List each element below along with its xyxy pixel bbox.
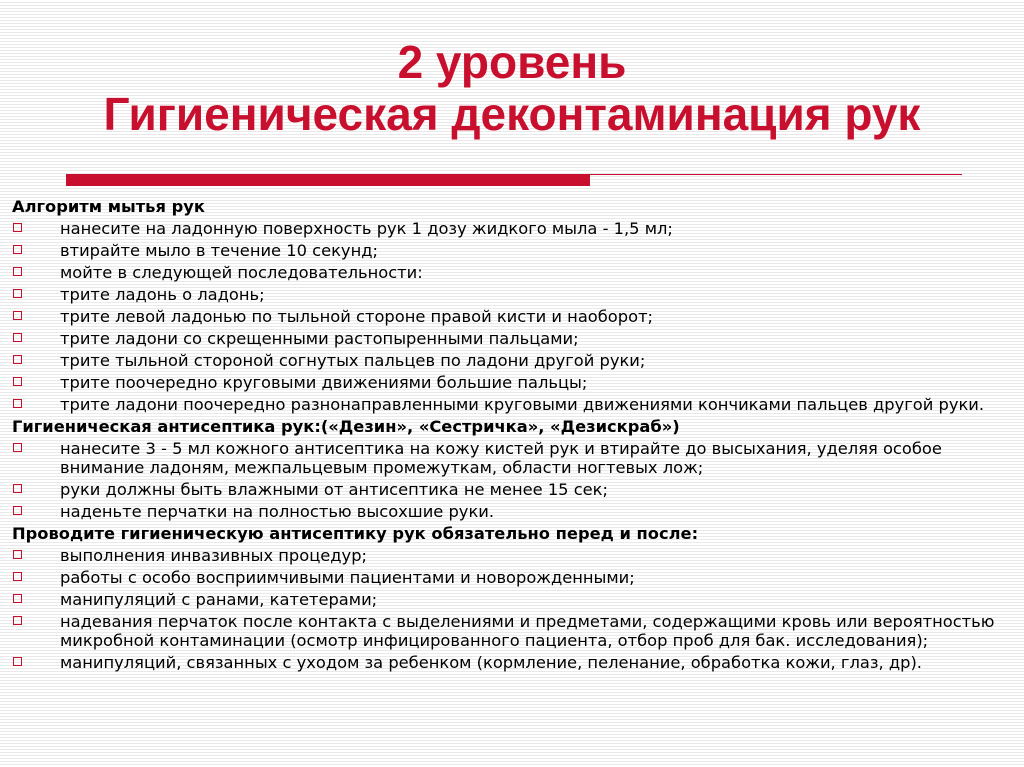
hollow-square-icon [13,399,22,408]
hollow-square-icon [13,594,22,603]
hollow-square-icon [13,506,22,515]
list-item [12,351,1007,370]
hollow-square-icon [13,355,22,364]
hollow-square-icon [13,311,22,320]
list-item [12,612,1007,650]
list-item [12,395,1007,414]
list-item-text: трите ладонь о ладонь; [60,285,265,304]
list-item [12,590,1007,609]
list-item-text: манипуляций, связанных с уходом за ребенком (кормление, пеленание, обработка кожи, глаз, др). [60,653,922,672]
list-item [12,285,1007,304]
list-item-text: руки должны быть влажными от антисептика не менее 15 сек; [60,480,609,499]
list-item-text: нанесите 3 - 5 мл кожного антисептика на кожу кистей рук и втирайте до высыхания, уделяя особое внимание ладоням, межпальцевым промежуткам, области ногтевых лож; [60,439,942,477]
hollow-square-icon [13,572,22,581]
hollow-square-icon [13,657,22,666]
section-heading: Проводите гигиеническую антисептику рук обязательно перед и после: [12,524,699,543]
hollow-square-icon [13,443,22,452]
hollow-square-icon [13,245,22,254]
list-item [12,329,1007,348]
list-item-text: нанесите на ладонную поверхность рук 1 дозу жидкого мыла - 1,5 мл; [60,219,673,238]
list-item-text: наденьте перчатки на полностью высохшие руки. [60,502,495,521]
list-item [12,568,1007,587]
hollow-square-icon [13,333,22,342]
bullet-list [12,439,1007,521]
section-heading: Алгоритм мытья рук [12,197,205,216]
title-line-2: Гигиеническая деконтаминация рук [103,88,921,140]
list-item [12,502,1007,521]
list-item [12,653,1007,672]
list-item-text: выполнения инвазивных процедур; [60,546,368,565]
hollow-square-icon [13,223,22,232]
list-item [12,241,1007,260]
list-item [12,439,1007,477]
list-item [12,219,1007,238]
list-item-text: манипуляций с ранами, катетерами; [60,590,378,609]
bullet-list [12,546,1007,672]
list-item-text: трите левой ладонью по тыльной стороне правой кисти и наоборот; [60,307,654,326]
hollow-square-icon [13,616,22,625]
list-item-text: надевания перчаток после контакта с выделениями и предметами, содержащими кровь или вероятностью микробной контаминации (осмотр инфицированного пациента, отбор проб для бак. исследования); [60,612,995,650]
hollow-square-icon [13,377,22,386]
list-item [12,480,1007,499]
title-underline-thin [590,174,962,175]
list-item [12,546,1007,565]
title-line-1: 2 уровень [397,36,627,88]
list-item-text: трите ладони со скрещенными растопыренными пальцами; [60,329,579,348]
hollow-square-icon [13,484,22,493]
hollow-square-icon [13,289,22,298]
list-item [12,307,1007,326]
list-item-text: трите поочередно круговыми движениями большие пальцы; [60,373,588,392]
list-item-text: мойте в следующей последовательности: [60,263,423,282]
title-underline-thick [66,174,590,186]
list-item-text: втирайте мыло в течение 10 секунд; [60,241,378,260]
list-item-text: трите ладони поочередно разнонаправленными круговыми движениями кончиками пальцев другой руки. [60,395,985,414]
slide-body [12,197,1007,675]
list-item [12,263,1007,282]
hollow-square-icon [13,267,22,276]
list-item-text: трите тыльной стороной согнутых пальцев по ладони другой руки; [60,351,646,370]
list-item [12,373,1007,392]
bullet-list [12,219,1007,414]
list-item-text: работы с особо восприимчивыми пациентами и новорожденными; [60,568,635,587]
section-heading: Гигиеническая антисептика рук:(«Дезин», «Сестричка», «Дезискраб») [12,417,680,436]
hollow-square-icon [13,550,22,559]
